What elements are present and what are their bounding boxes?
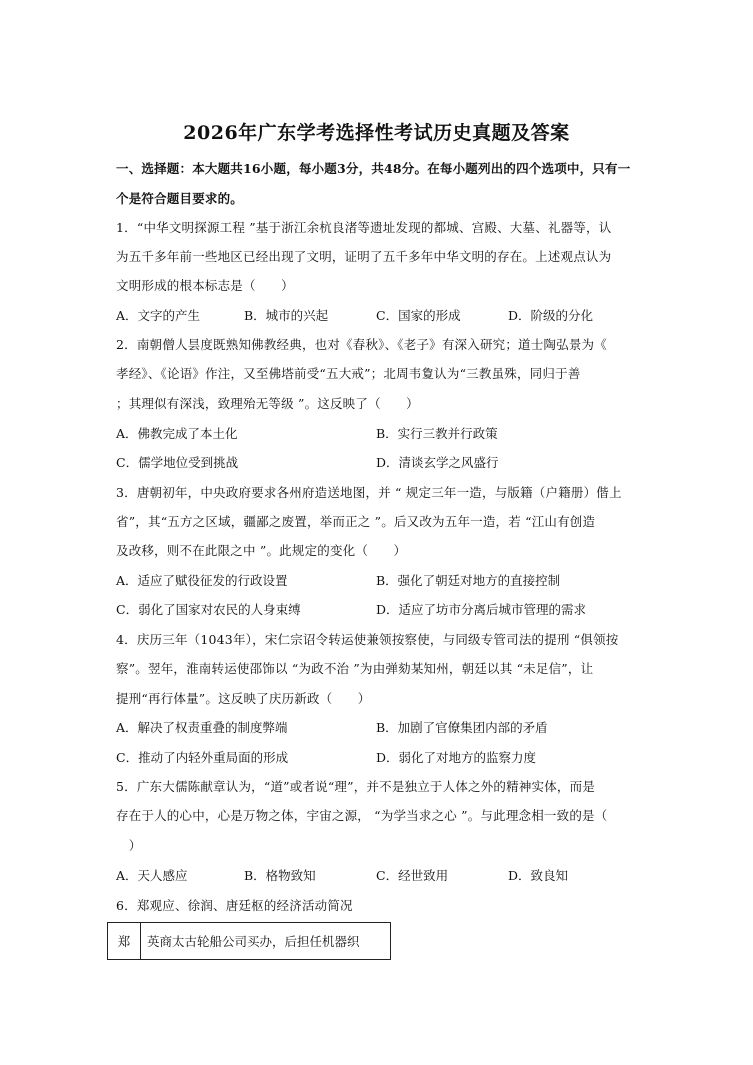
question-3-line2: 省”，其“五方之区域，疆鄙之废置，举而正之 ”。后又改为五年一造，若 “江山有创造 <box>116 514 596 529</box>
question-2-line1: 2．南朝僧人昙度既熟知佛教经典，也对《春秋》、《老子》有深入研究；道士陶弘景为《 <box>116 337 607 352</box>
question-5-line2: 存在于人的心中，心是万物之体，宇宙之源， “为学当求之心 ”。与此理念相一致的是（ <box>116 808 608 823</box>
question-3-line1: 3．唐朝初年，中央政府要求各州府造送地图，并 “ 规定三年一造，与版籍（户籍册）偕上 <box>116 485 622 500</box>
section-heading-line1: 一、选择题：本大题共16小题，每小题3分，共48分。在每小题列出的四个选项中，只有一 <box>116 161 631 176</box>
question-1-option-b: B．城市的兴起 <box>244 308 329 323</box>
question-5-option-d: D．致良知 <box>508 868 569 883</box>
question-2-option-b: B．实行三教并行政策 <box>376 426 498 441</box>
question-1-option-c: C．国家的形成 <box>376 308 461 323</box>
question-1-line3: 文明形成的根本标志是（ ） <box>116 278 294 293</box>
question-2-option-c: C．儒学地位受到挑战 <box>116 455 239 470</box>
question-1-line2: 为五千多年前一些地区已经出现了文明，证明了五千多年中华文明的存在。上述观点认为 <box>116 249 612 264</box>
question-5-line1: 5．广东大儒陈献章认为，“道”或者说“理”，并不是独立于人体之外的精神实体，而是 <box>116 779 596 794</box>
question-4-line1: 4．庆历三年（1043年），宋仁宗诏令转运使兼领按察使，与同级专管司法的提刑 “俱领按 <box>116 632 619 647</box>
question-2-option-d: D．清谈玄学之风盛行 <box>376 455 499 470</box>
question-5-line3: ） <box>116 838 142 853</box>
table-row <box>108 923 391 960</box>
question-5-option-b: B．格物致知 <box>244 868 316 883</box>
question-3-option-b: B．强化了朝廷对地方的直接控制 <box>376 573 561 588</box>
question-6-table <box>107 922 391 960</box>
question-1-option-a: A．文字的产生 <box>116 308 201 323</box>
table-cell-person: 郑 <box>108 923 141 960</box>
question-2-option-a: A．佛教完成了本土化 <box>116 426 238 441</box>
question-4-line3: 提刑“再行体量”。这反映了庆历新政（ ） <box>116 691 371 706</box>
question-2-line3: ；其理似有深浅，致理殆无等级 ”。这反映了（ ） <box>116 396 419 411</box>
question-5-option-c: C．经世致用 <box>376 868 449 883</box>
question-6-line1: 6．郑观应、徐润、唐廷枢的经济活动简况 <box>116 898 353 913</box>
question-1-option-d: D．阶级的分化 <box>508 308 594 323</box>
question-2-line2: 孝经》、《论语》作注，又至佛塔前受“五大戒”；北周韦夐认为“三教虽殊，同归于善 <box>116 366 581 381</box>
question-4-line2: 察”。翌年，淮南转运使邵饰以 “为政不治 ”为由弹劾某知州，朝廷以其 “未足信”，让 <box>116 661 594 676</box>
table-cell-description: 英商太古轮船公司买办，后担任机器织 <box>141 923 391 960</box>
question-5-option-a: A．天人感应 <box>116 868 188 883</box>
question-3-option-d: D．适应了坊市分离后城市管理的需求 <box>376 602 587 617</box>
page-title: 2026年广东学考选择性考试历史真题及答案 <box>183 122 570 144</box>
question-3-line3: 及改移，则不在此限之中 ”。此规定的变化（ ） <box>116 543 407 558</box>
question-4-option-d: D．弱化了对地方的监察力度 <box>376 750 537 765</box>
question-3-option-c: C．弱化了国家对农民的人身束缚 <box>116 602 301 617</box>
question-3-option-a: A．适应了赋役征发的行政设置 <box>116 573 288 588</box>
question-4-option-a: A．解决了权责重叠的制度弊端 <box>116 720 288 735</box>
question-1-line1: 1．“中华文明探源工程 ”基于浙江余杭良渚等遗址发现的都城、宫殿、大墓、礼器等，认 <box>116 220 612 235</box>
question-4-option-b: B．加剧了官僚集团内部的矛盾 <box>376 720 548 735</box>
section-heading-line2: 个是符合题目要求的。 <box>116 191 244 206</box>
question-4-option-c: C．推动了内轻外重局面的形成 <box>116 750 289 765</box>
